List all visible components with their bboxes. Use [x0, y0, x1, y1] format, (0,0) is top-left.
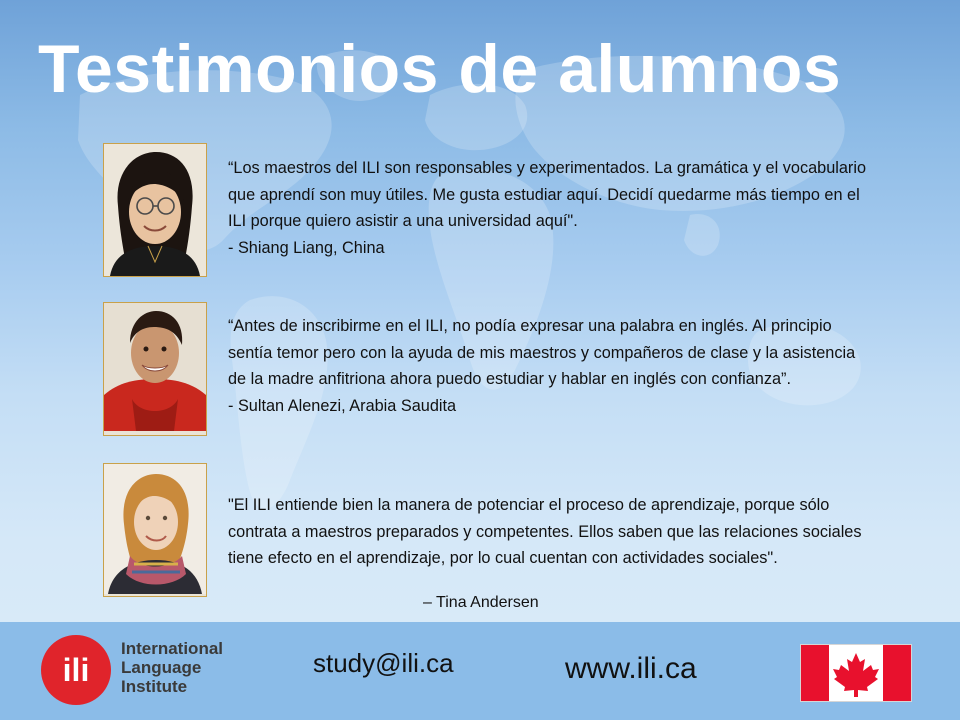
testimonial-quote: “Antes de inscribirme en el ILI, no podía expresar una palabra en inglés. Al principio sentía temor pero con la ayuda de mis maestros y compañeros de clase y la asistencia de la madre anfitriona ahora puedo estudiar y hablar en inglés con confianza”.	[228, 317, 856, 388]
ili-logo	[40, 634, 230, 706]
testimonial-quote: "El ILI entiende bien la manera de potenciar el proceso de aprendizaje, porque sólo contrata a maestros preparados y competentes. Ellos saben que las relaciones sociales tiene efecto en el aprendizaje, por lo cual cuentan con actividades sociales".	[228, 496, 862, 567]
testimonial-author: - Shiang Liang, China	[228, 238, 385, 257]
portrait-image	[104, 144, 206, 276]
ili-logo-mark	[40, 634, 112, 706]
testimonial-author: – Tina Andersen	[423, 594, 539, 611]
logo-line-3: Institute	[121, 677, 188, 696]
canada-flag-icon	[800, 644, 912, 702]
testimonial-1	[228, 155, 868, 261]
logo-mark-text: ili	[62, 652, 90, 688]
portrait-image	[104, 464, 206, 594]
email-link[interactable]: study@ili.ca	[313, 648, 454, 678]
portrait-image	[104, 303, 206, 431]
student-photo-tina-andersen	[103, 463, 207, 597]
website-link[interactable]: www.ili.ca	[565, 652, 697, 685]
testimonial-2	[228, 313, 868, 419]
testimonial-quote: “Los maestros del ILI son responsables y experimentados. La gramática y el vocabulario que aprendí son muy útiles. Me gusta estudiar aquí. Decidí quedarme más tiempo en el ILI porque quiero asistir a una universidad aquí".	[228, 159, 867, 230]
slide-title: Testimonios de alumnos	[38, 31, 842, 107]
student-photo-sultan-alenezi	[103, 302, 207, 436]
student-photo-shiang-liang	[103, 143, 207, 277]
testimonial-3	[228, 492, 868, 572]
logo-wordmark	[121, 639, 223, 696]
testimonial-author: - Sultan Alenezi, Arabia Saudita	[228, 396, 457, 415]
logo-line-1: International	[121, 639, 224, 658]
logo-line-2: Language	[121, 658, 202, 677]
footer-bar	[0, 622, 960, 720]
maple-leaf-icon	[801, 645, 911, 701]
